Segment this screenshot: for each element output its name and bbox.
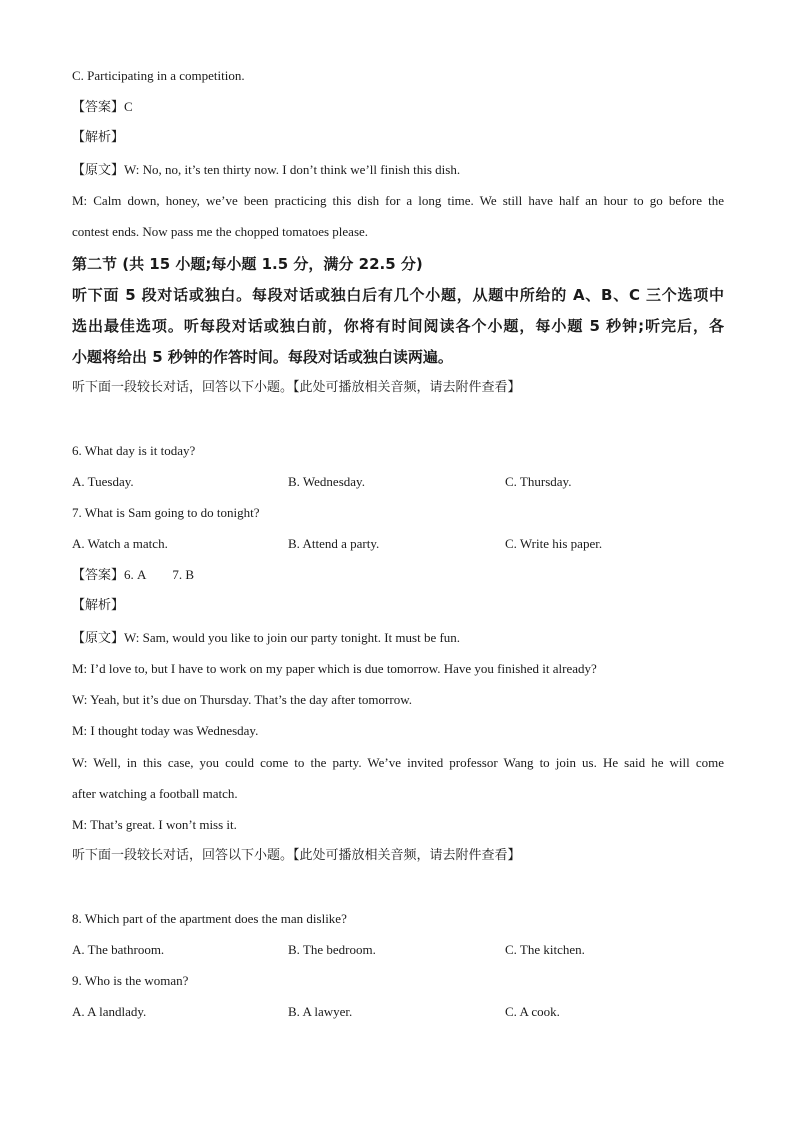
question-7-option-c: C. Write his paper. [505, 536, 603, 551]
listen-note-2: 听下面一段较长对话，回答以下小题。【此处可播放相关音频，请去附件查看】 [72, 848, 521, 863]
question-7-option-a: A. Watch a match. [72, 536, 168, 551]
answer-line-1 [72, 98, 133, 117]
question-9-option-b: B. A lawyer. [288, 1004, 353, 1019]
answer-tag: 【答案】 [72, 100, 125, 115]
transcript-tag: 【原文】 [72, 163, 125, 178]
transcript-line-7: M: I thought today was Wednesday. [72, 723, 259, 738]
transcript-text: W: Sam, would you like to join our party tonight. It must be fun. [124, 630, 461, 645]
listen-note-1: 听下面一段较长对话，回答以下小题。【此处可播放相关音频，请去附件查看】 [72, 380, 521, 395]
answer-value-6: 6. A [124, 567, 147, 582]
transcript-line-1 [72, 161, 460, 180]
transcript-line-9: after watching a football match. [72, 786, 238, 801]
question-8-stem: 8. Which part of the apartment does the man dislike? [72, 911, 347, 926]
question-9-option-a: A. A landlady. [72, 1004, 147, 1019]
section-instruction-3: 小题将给出 5 秒钟的作答时间。每段对话或独白读两遍。 [72, 348, 453, 366]
answer-tag: 【答案】 [72, 568, 125, 583]
question-6-option-a: A. Tuesday. [72, 474, 134, 489]
transcript-line-2: M: Calm down, honey, we’ve been practicing this dish for a long time. We still have half an hour to go before the [72, 193, 724, 208]
answer-value-7: 7. B [172, 567, 195, 582]
question-7-stem: 7. What is Sam going to do tonight? [72, 505, 260, 520]
question-8-option-c: C. The kitchen. [505, 942, 585, 957]
transcript-line-4 [72, 629, 460, 648]
question-6-stem: 6. What day is it today? [72, 443, 196, 458]
question-8-option-a: A. The bathroom. [72, 942, 165, 957]
prev-option-c: C. Participating in a competition. [72, 68, 245, 83]
section-instruction-1: 听下面 5 段对话或独白。每段对话或独白后有几个小题，从题中所给的 A、B、C 三个选项中 [72, 286, 724, 304]
section-title: 第二节 (共 15 小题;每小题 1.5 分，满分 22.5 分) [72, 255, 423, 273]
transcript-line-10: M: That’s great. I won’t miss it. [72, 817, 237, 832]
question-9-option-c: C. A cook. [505, 1004, 560, 1019]
answer-value: C [124, 99, 133, 114]
analysis-tag-1: 【解析】 [72, 130, 125, 145]
transcript-line-5: M: I’d love to, but I have to work on my paper which is due tomorrow. Have you finished it already? [72, 661, 597, 676]
transcript-tag: 【原文】 [72, 631, 125, 646]
answer-line-2 [72, 566, 194, 585]
section-instruction-2: 选出最佳选项。听每段对话或独白前，你将有时间阅读各个小题，每小题 5 秒钟;听完后，各 [72, 317, 724, 335]
analysis-tag-2: 【解析】 [72, 598, 125, 613]
question-9-stem: 9. Who is the woman? [72, 973, 189, 988]
transcript-text: W: No, no, it’s ten thirty now. I don’t think we’ll finish this dish. [124, 162, 461, 177]
question-8-option-b: B. The bedroom. [288, 942, 376, 957]
transcript-line-3: contest ends. Now pass me the chopped tomatoes please. [72, 224, 369, 239]
transcript-line-8: W: Well, in this case, you could come to the party. We’ve invited professor Wang to join us. He said he will come [72, 755, 724, 770]
question-6-option-c: C. Thursday. [505, 474, 572, 489]
question-6-option-b: B. Wednesday. [288, 474, 365, 489]
question-7-option-b: B. Attend a party. [288, 536, 380, 551]
transcript-line-6: W: Yeah, but it’s due on Thursday. That’s the day after tomorrow. [72, 692, 412, 707]
